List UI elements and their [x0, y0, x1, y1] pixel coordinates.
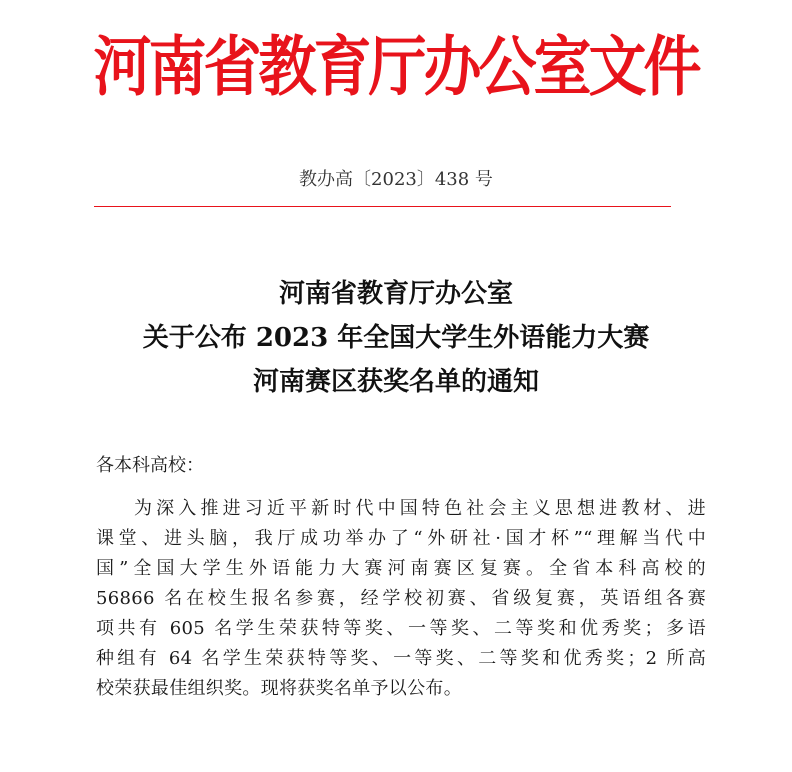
title-line-3: 河南赛区获奖名单的通知: [252, 367, 539, 397]
paragraph-line: 种组有 64 名学生荣获特等奖、一等奖、二等奖和优秀奖；2 所高: [96, 648, 706, 669]
title-line-1: 河南省教育厅办公室: [278, 279, 513, 309]
paragraph-line: 56866 名在校生报名参赛，经学校初赛、省级复赛，英语组各赛: [96, 588, 706, 609]
paragraph-line: 校荣获最佳组织奖。现将获奖名单予以公布。: [96, 678, 462, 699]
salutation: 各本科高校：: [96, 455, 204, 476]
paragraph-line: 项共有 605 名学生荣获特等奖、一等奖、二等奖和优秀奖；多语: [96, 618, 706, 639]
document-number: 教办高〔2023〕438 号: [299, 169, 493, 190]
paragraph-line: 为深入推进习近平新时代中国特色社会主义思想进教材、进: [134, 498, 706, 519]
title-line-2: 关于公布 2023 年全国大学生外语能力大赛: [142, 323, 650, 353]
paragraph-line: 国”全国大学生外语能力大赛河南赛区复赛。全省本科高校的: [96, 558, 706, 579]
notice-title: [0, 272, 792, 404]
paragraph-line: 课堂、进头脑，我厅成功举办了“外研社·国才杯”“理解当代中: [96, 528, 706, 549]
next-paragraph-cutoff: [96, 762, 706, 772]
red-separator-line: [94, 206, 671, 207]
document-masthead: 河南省教育厅办公室文件: [93, 28, 699, 105]
body-paragraph: [96, 494, 706, 704]
